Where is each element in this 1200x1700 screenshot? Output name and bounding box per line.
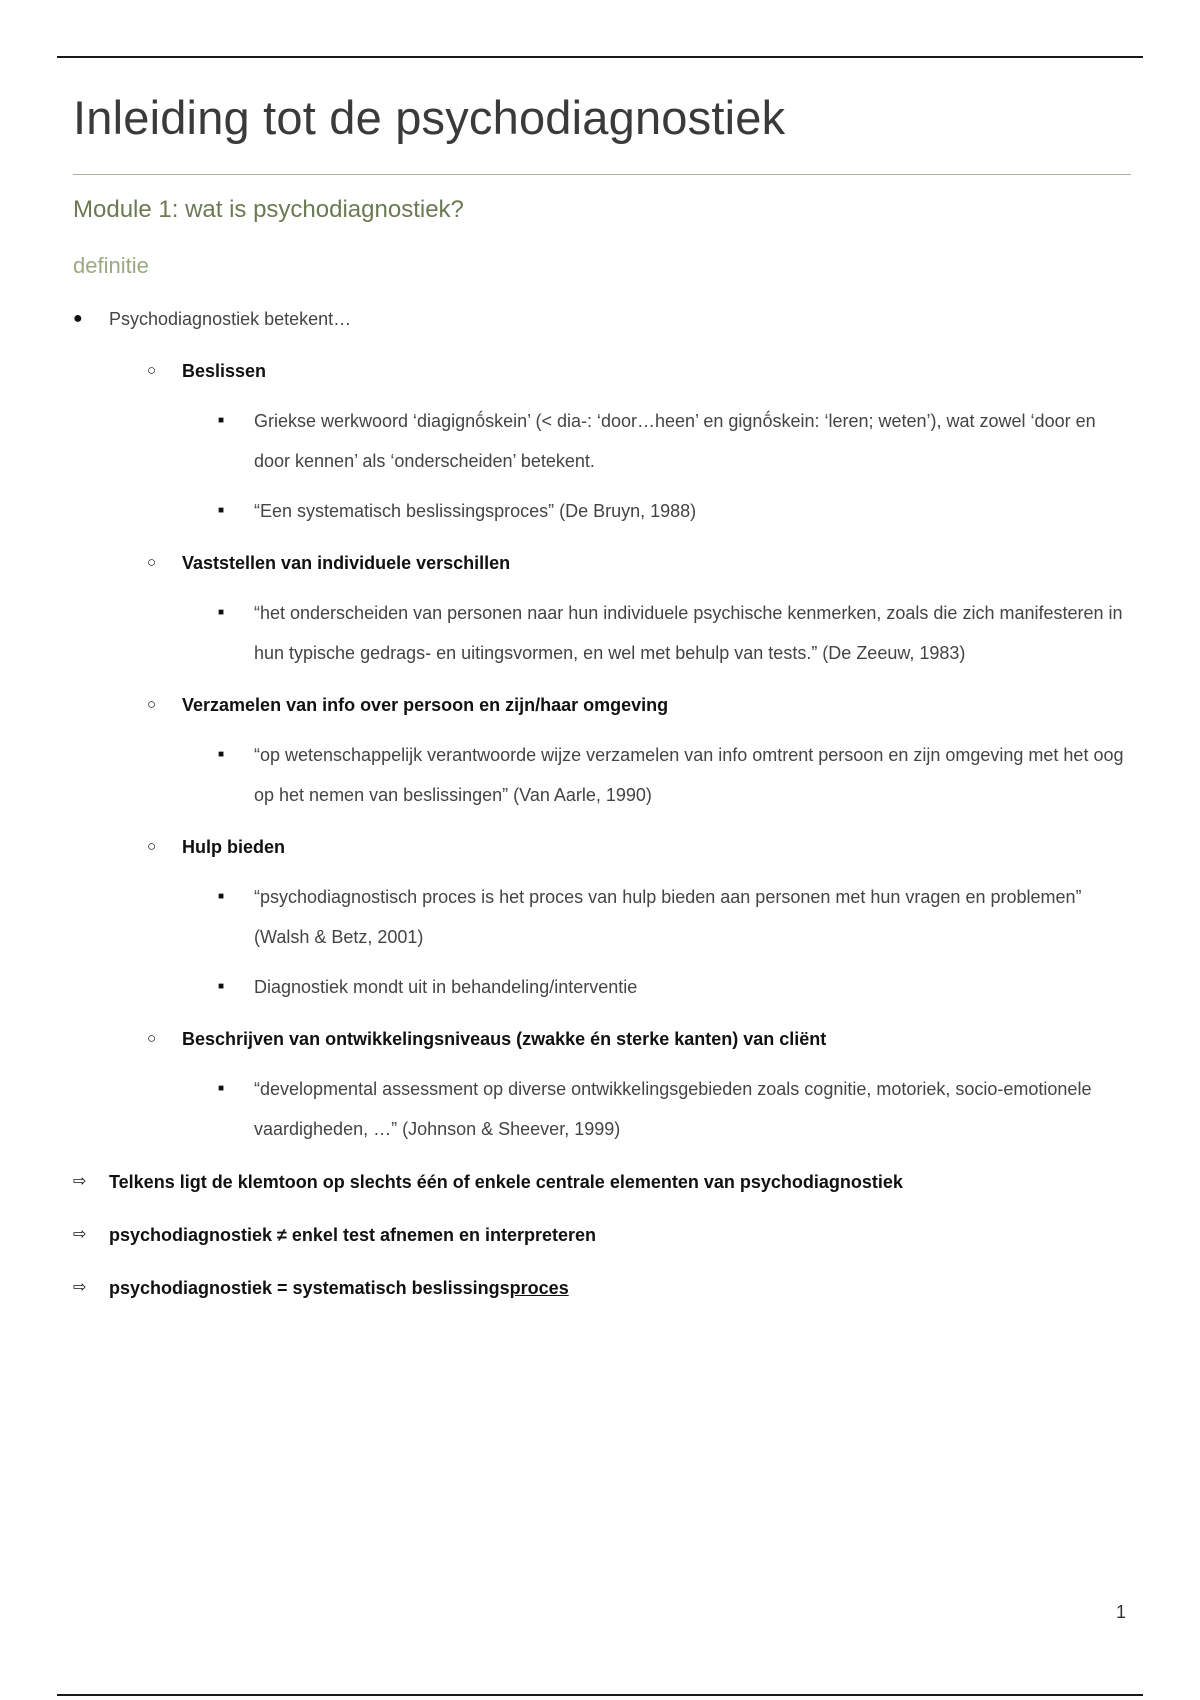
document-body — [73, 88, 1133, 1308]
circle-bullet-icon: ○ — [147, 838, 157, 855]
subsection-heading: ○ Verzamelen van info over persoon en zijn/haar omgeving — [73, 685, 1133, 725]
square-bullet-icon: ■ — [218, 749, 225, 760]
module-heading: Module 1: wat is psychodiagnostiek? — [73, 196, 464, 223]
circle-bullet-icon: ○ — [147, 696, 157, 713]
page-number: 1 — [1115, 1602, 1126, 1622]
list-item — [73, 299, 1133, 339]
circle-bullet-icon: ○ — [147, 1030, 157, 1047]
square-bullet-icon: ■ — [218, 1083, 225, 1094]
list-item: ■ “het onderscheiden van personen naar hun individuele psychische kenmerken, zoals die zich manifesteren in hun typische gedrags- en uitingsvormen, en wel met behulp van tests.” (De Zeeuw, 1983) — [73, 593, 1133, 673]
list-item: ■ Griekse werkwoord ‘diagignṓskein’ (< dia-: ‘door…heen’ en gignṓskein: ‘leren; weten’), wat zowel ‘door en door kennen’ als ‘onderscheiden’ betekent. — [73, 401, 1133, 481]
title-divider — [73, 174, 1131, 175]
arrow-right-icon: ⇨ — [73, 1226, 87, 1243]
circle-bullet-icon: ○ — [147, 362, 157, 379]
square-bullet-icon: ■ — [218, 415, 225, 426]
document-title: Inleiding tot de psychodiagnostiek — [73, 91, 786, 144]
square-bullet-icon: ■ — [218, 891, 225, 902]
subsection-heading: ○ Vaststellen van individuele verschillen — [73, 543, 1133, 583]
conclusion-item: ⇨ psychodiagnostiek ≠ enkel test afnemen en interpreteren — [73, 1215, 1133, 1255]
arrow-right-icon: ⇨ — [73, 1279, 87, 1296]
arrow-right-icon: ⇨ — [73, 1173, 87, 1190]
section-heading: definitie — [73, 253, 149, 278]
list-item: ■ Diagnostiek mondt uit in behandeling/interventie — [73, 967, 1133, 1007]
square-bullet-icon: ■ — [218, 607, 225, 618]
page-bottom-border — [57, 1694, 1143, 1696]
list-item: ■ “developmental assessment op diverse ontwikkelingsgebieden zoals cognitie, motoriek, socio-emotionele vaardigheden, …” (Johnson & Sheever, 1999) — [73, 1069, 1133, 1149]
subsection-heading: ○ Beschrijven van ontwikkelingsniveaus (zwakke én sterke kanten) van cliënt — [73, 1019, 1133, 1059]
intro-text: Psychodiagnostiek betekent… — [109, 309, 352, 329]
list-item: ■ “Een systematisch beslissingsproces” (De Bruyn, 1988) — [73, 491, 1133, 531]
conclusion-item: ⇨ psychodiagnostiek = systematisch beslissingsproces — [73, 1268, 1133, 1308]
list-item: ■ “op wetenschappelijk verantwoorde wijze verzamelen van info omtrent persoon en zijn omgeving met het oog op het nemen van beslissingen” (Van Aarle, 1990) — [73, 735, 1133, 815]
subsection-heading: ○ Hulp bieden — [73, 827, 1133, 867]
circle-bullet-icon: ○ — [147, 554, 157, 571]
list-item: ■ “psychodiagnostisch proces is het proces van hulp bieden aan personen met hun vragen en problemen” (Walsh & Betz, 2001) — [73, 877, 1133, 957]
square-bullet-icon: ■ — [218, 505, 225, 516]
square-bullet-icon: ■ — [218, 981, 225, 992]
page-top-border — [57, 56, 1143, 58]
conclusion-item: ⇨ Telkens ligt de klemtoon op slechts één of enkele centrale elementen van psychodiagnostiek — [73, 1162, 1133, 1202]
underlined-text: proces — [509, 1278, 569, 1298]
bullet-icon: ● — [73, 310, 83, 327]
subsection-heading: ○ Beslissen — [73, 351, 1133, 391]
